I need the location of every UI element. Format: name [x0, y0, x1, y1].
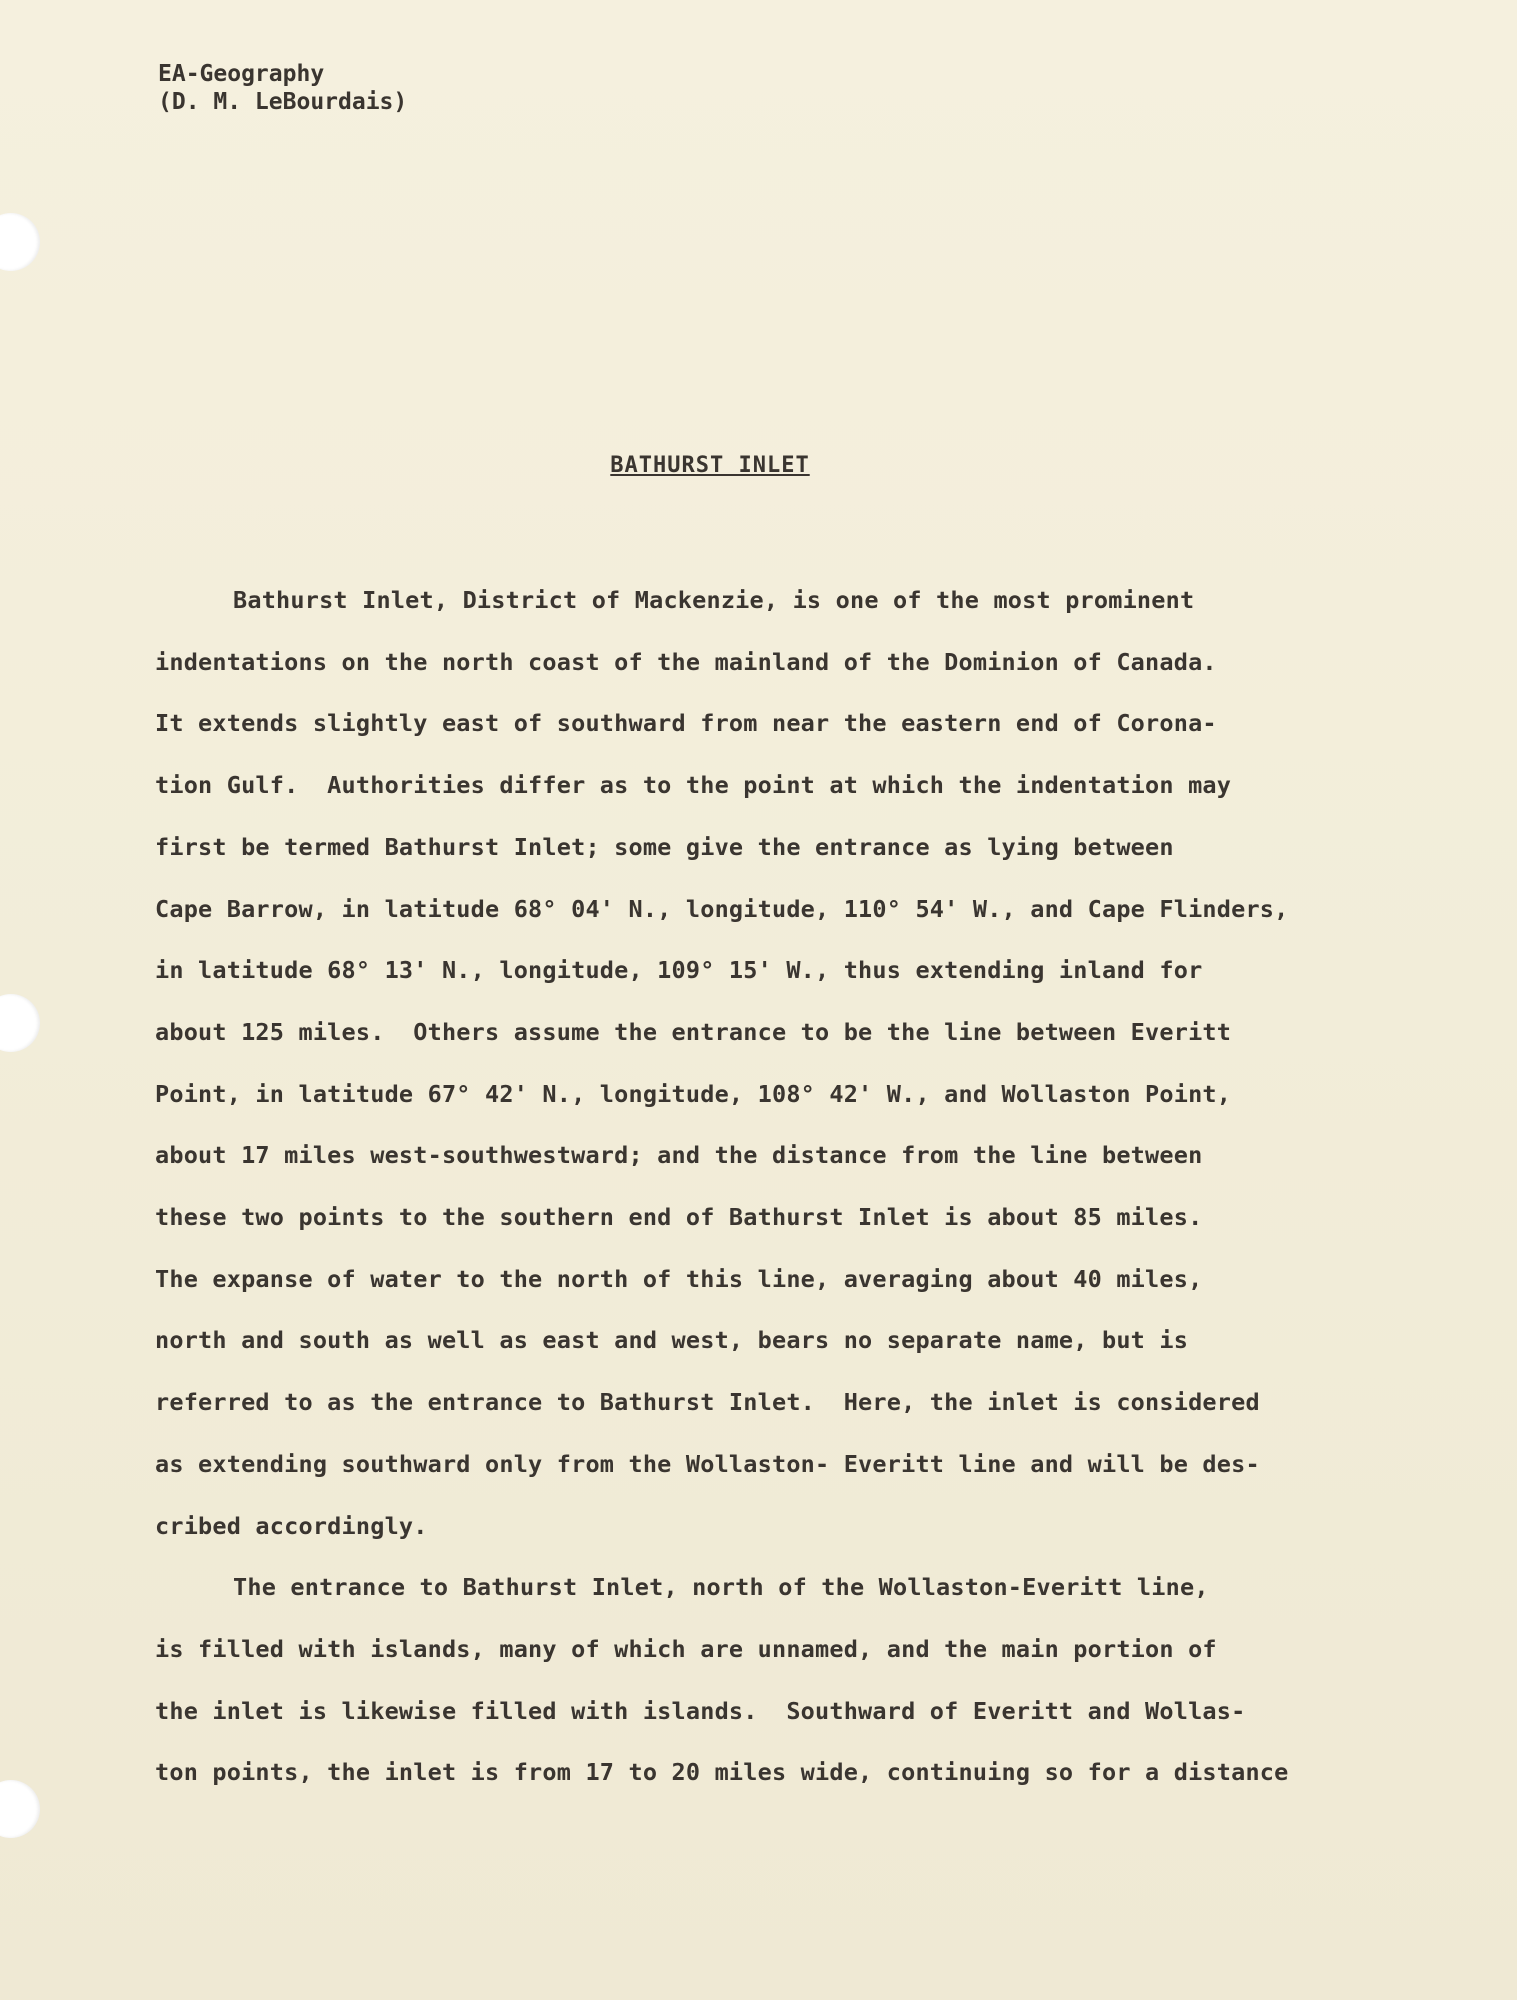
text-line: It extends slightly east of southward from near the eastern end of Corona-	[155, 709, 1217, 738]
paragraph	[155, 570, 1289, 1557]
header-category: EA-Geography	[158, 61, 325, 87]
document-title: BATHURST INLET	[610, 453, 810, 478]
punch-hole	[0, 213, 40, 271]
text-line: The entrance to Bathurst Inlet, north of the Wollaston-Everitt line,	[233, 1573, 1209, 1602]
text-line: Bathurst Inlet, District of Mackenzie, is one of the most prominent	[233, 586, 1195, 614]
text-line: first be termed Bathurst Inlet; some give the entrance as lying between	[155, 832, 1174, 861]
text-line: these two points to the southern end of Bathurst Inlet is about 85 miles.	[155, 1203, 1203, 1232]
punch-hole	[0, 994, 40, 1052]
text-line: as extending southward only from the Wollaston- Everitt line and will be des-	[155, 1449, 1260, 1478]
text-line: in latitude 68° 13' N., longitude, 109° 15' W., thus extending inland for	[155, 956, 1203, 985]
text-line: referred to as the entrance to Bathurst Inlet. Here, the inlet is considered	[155, 1388, 1260, 1417]
text-line: the inlet is likewise filled with islands. Southward of Everitt and Wollas-	[155, 1696, 1246, 1725]
header-author: (D. M. LeBourdais)	[158, 89, 408, 115]
text-line: indentations on the north coast of the mainland of the Dominion of Canada.	[155, 647, 1217, 676]
text-line: The expanse of water to the north of this line, averaging about 40 miles,	[155, 1264, 1203, 1293]
text-line: about 17 miles west-southwestward; and the distance from the line between	[155, 1141, 1203, 1170]
text-line: Cape Barrow, in latitude 68° 04' N., longitude, 110° 54' W., and Cape Flinders,	[155, 894, 1289, 923]
punch-hole	[0, 1780, 40, 1838]
text-line: cribed accordingly.	[155, 1511, 428, 1540]
text-line: is filled with islands, many of which are unnamed, and the main portion of	[155, 1634, 1217, 1663]
document-header	[158, 60, 407, 116]
document-body	[155, 570, 1289, 1804]
text-line: about 125 miles. Others assume the entrance to be the line between Everitt	[155, 1017, 1232, 1046]
text-line: tion Gulf. Authorities differ as to the point at which the indentation may	[155, 771, 1232, 800]
text-line: Point, in latitude 67° 42' N., longitude, 108° 42' W., and Wollaston Point,	[155, 1079, 1232, 1108]
text-line: north and south as well as east and west, bears no separate name, but is	[155, 1326, 1189, 1355]
paragraph	[155, 1557, 1289, 1804]
text-line: ton points, the inlet is from 17 to 20 miles wide, continuing so for a distance	[155, 1758, 1289, 1787]
